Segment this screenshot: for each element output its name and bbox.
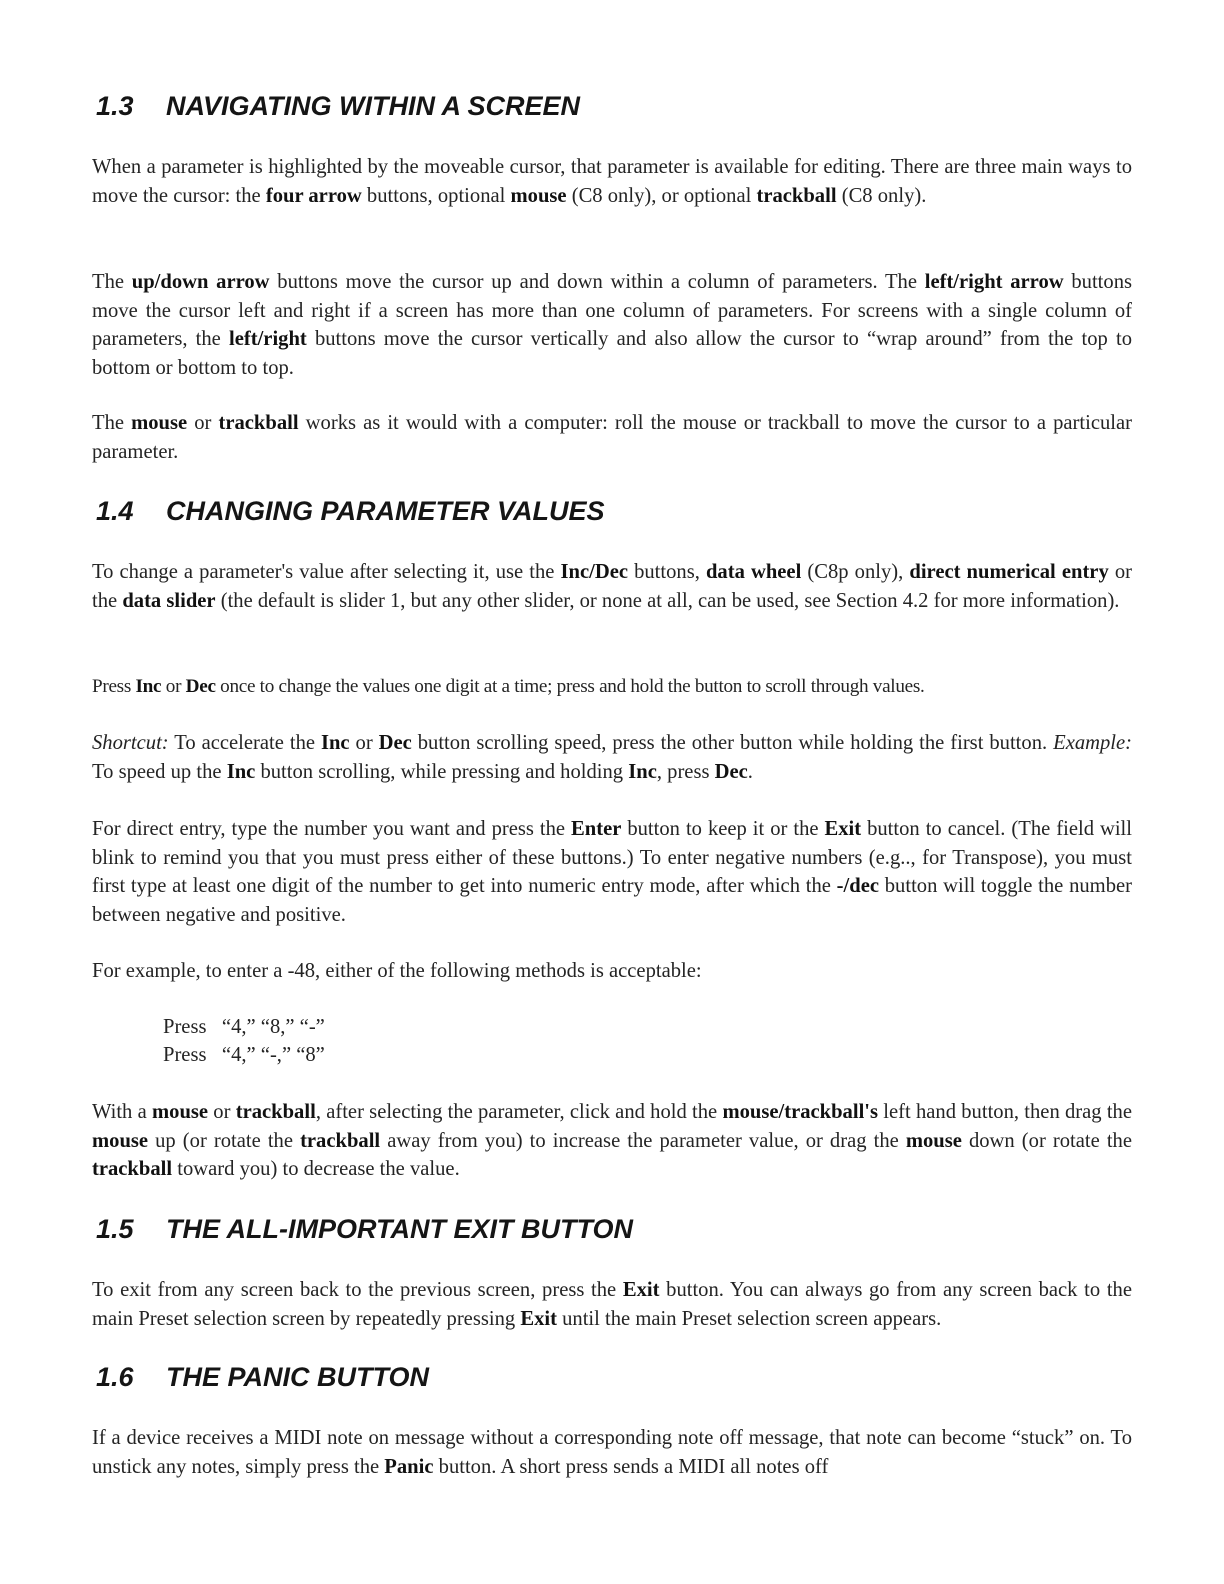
section-title: THE PANIC BUTTON bbox=[166, 1362, 429, 1392]
section-number: 1.5 bbox=[96, 1214, 134, 1244]
example-method-1: Press “4,” “8,” “-” bbox=[163, 1016, 325, 1038]
section-title: THE ALL-IMPORTANT EXIT BUTTON bbox=[166, 1214, 633, 1244]
paragraph-arrow-buttons: The up/down arrow buttons move the cursor up and down within a column of parameters. The left/right arrow buttons move the cursor left and right if a screen has more than one column of parameters. For screens with a single column of parameters, the left/right buttons move the cursor vertically and also allow the cursor to “wrap around” from the top to bottom or bottom to top. bbox=[92, 271, 1133, 379]
section-number: 1.3 bbox=[96, 91, 134, 121]
section-number: 1.6 bbox=[96, 1362, 134, 1392]
paragraph-direct-entry: For direct entry, type the number you want and press the Enter button to keep it or the Exit button to cancel. (The field will blink to remind you that you must press either of these buttons.) To enter negative numbers (e.g.., for Transpose), you must first type at least one digit of the number to get into numeric entry mode, after which the -/dec button will toggle the number between negative and positive. bbox=[92, 818, 1133, 926]
section-heading-1-5 bbox=[96, 1212, 633, 1246]
section-heading-1-6 bbox=[96, 1360, 429, 1394]
paragraph-cursor-ways: When a parameter is highlighted by the moveable cursor, that parameter is available for editing. There are three main ways to move the cursor: the four arrow buttons, optional mouse (C8 only), or optional trackball (C8 only). bbox=[92, 156, 1132, 207]
paragraph-mouse-drag: With a mouse or trackball, after selecting the parameter, click and hold the mouse/trackball's left hand button, then drag the mouse up (or rotate the trackball away from you) to increase the parameter value, or drag the mouse down (or rotate the trackball toward you) to decrease the value. bbox=[92, 1101, 1132, 1180]
paragraph-example-intro: For example, to enter a -48, either of the following methods is acceptable: bbox=[92, 960, 702, 982]
section-number: 1.4 bbox=[96, 496, 134, 526]
section-title: NAVIGATING WITHIN A SCREEN bbox=[166, 91, 580, 121]
paragraph-inc-dec: Press Inc or Dec once to change the values one digit at a time; press and hold the button to scroll through values. bbox=[92, 676, 925, 697]
paragraph-panic-button: If a device receives a MIDI note on message without a corresponding note off message, that note can become “stuck” on. To unstick any notes, simply press the Panic button. A short press sends a MIDI all notes off bbox=[92, 1427, 1132, 1478]
paragraph-change-value: To change a parameter's value after selecting it, use the Inc/Dec buttons, data wheel (C8p only), direct numerical entry or the data slider (the default is slider 1, but any other slider, or none at all, can be used, see Section 4.2 for more information). bbox=[92, 561, 1132, 612]
section-heading-1-4 bbox=[96, 494, 605, 528]
section-title: CHANGING PARAMETER VALUES bbox=[166, 496, 605, 526]
paragraph-exit-button: To exit from any screen back to the previous screen, press the Exit button. You can always go from any screen back to the main Preset selection screen by repeatedly pressing Exit until the main Preset selection screen appears. bbox=[92, 1279, 1132, 1330]
example-method-2: Press “4,” “-,” “8” bbox=[163, 1044, 325, 1066]
paragraph-mouse-trackball: The mouse or trackball works as it would with a computer: roll the mouse or trackball to move the cursor to a particular parameter. bbox=[92, 412, 1133, 463]
section-heading-1-3 bbox=[96, 89, 580, 123]
paragraph-shortcut: Shortcut: To accelerate the Inc or Dec button scrolling speed, press the other button while holding the first button. Example: To speed up the Inc button scrolling, while pressing and holding Inc, press Dec. bbox=[92, 732, 1133, 783]
